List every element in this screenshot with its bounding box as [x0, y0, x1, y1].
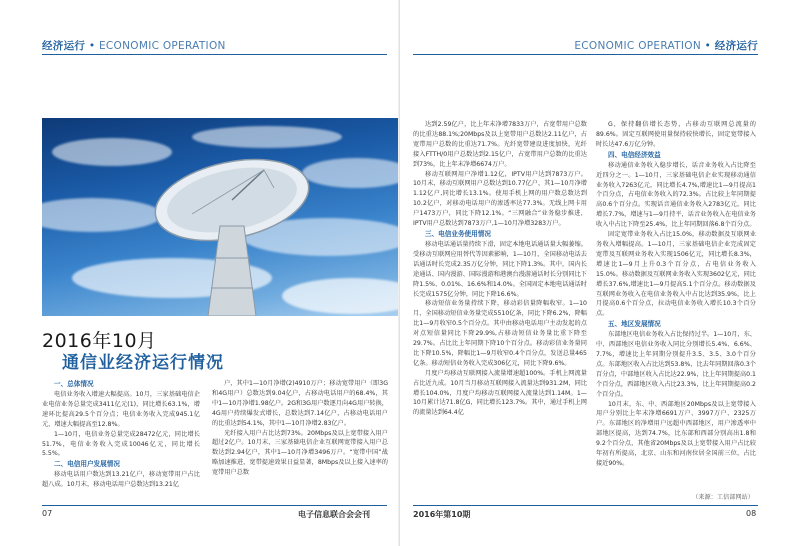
section-heading: 二、电信用户发展情况 — [54, 460, 120, 469]
issue-label: 2016年第10期 — [413, 510, 471, 519]
satellite-dish-icon — [42, 118, 399, 316]
right-page-column-2 — [596, 120, 756, 492]
body-paragraph: 光纤接入用户占比达到73%。20Mbps及以上宽带接入用户超过2亿户。10月末，三家基础电信企业互联网宽带接入用户总数达到2.94亿户，其中1—10月净增3496万户。“宽带中国”战略加速推进，宽带提速效果日益显著，8Mbps及以上接入速率的宽带用户总数 — [212, 429, 388, 477]
source-note: （来源：工信部网站） — [692, 494, 754, 501]
left-page-column-2 — [212, 379, 388, 503]
body-paragraph: 移动电话用户数达到13.21亿户，移动宽带用户占比超八成。10月末，移动电话用户总数达到13.21亿 — [42, 471, 200, 489]
article-title: 通信业经济运行情况 — [62, 353, 224, 373]
page-number-right: 08 — [746, 509, 757, 518]
page-number-left: 07 — [42, 509, 53, 518]
right-page-column-1 — [413, 120, 587, 503]
body-paragraph: 东部地区电信业务收入占比保持过半。1—10月，东、中、西部地区电信业务收入同比分别增长5.4%、6.6%、7.7%，增速比上年同期分别提升3.5、3.5、3.0个百分点。东部地区收入占比达到53.8%，比去年同期回落0.3个百分点，中部地区收入占比达22.9%，比上年同期提高0.1个百分点，西部地区收入占比23.3%，比上年同期提高0.2个百分点。 — [596, 331, 756, 398]
body-paragraph: 移动短信业务量持续下降，移动彩信量降幅收窄。1—10月，全国移动短信业务量完成5510亿条，同比下降6.2%，降幅比1—9月收窄0.5个百分点。其中由移动电话用户主动发起的点对点短信量同比下降29.9%,占移动短信业务量比重下降至29.7%。占比比上年同期下降10个百分点。移动彩信业务量同比下降10.5%，降幅比1—9月收窄0.4个百分点，发送总量465亿条。移动短信业务收入完成306亿元，同比下降9.6%。 — [413, 300, 587, 367]
running-header-right: ECONOMIC OPERATION • 经济运行 — [574, 40, 758, 52]
body-paragraph: 达到2.59亿户，比上年末净增7833万户，占宽带用户总数的比重达88.1%;20Mbps及以上宽带用户总数达2.11亿户，占宽带用户总数的比重达71.7%。光纤宽带建设进度加快，光纤接入FTTH/0用户总数达到2.15亿户，占宽带用户总数的比重达到73%，比上年末净增6674万户。 — [413, 121, 587, 168]
left-page-column-1 — [42, 379, 200, 503]
body-paragraph: 户，其中1—10月净增(2)4910万户；移动宽带用户（即3G和4G用户）总数达到9.04亿户，占移动电话用户的68.4%，其中1—10月净增1.98亿户。2G和3G用户数逐月向4G用户转换，4G用户持续爆发式增长，总数达到7.14亿户，占移动电话用户的比重达到54.1%，其中1—10月净增2.83亿户。 — [212, 380, 388, 427]
running-header-left: 经济运行 • ECONOMIC OPERATION — [42, 40, 226, 52]
body-paragraph: 移动通信业务收入稳步增长，话音业务收入占比降至近四分之一。1—10月，三家基础电信企业实现移动通信业务收入7263亿元，同比增长4.7%,增速比1—9月提高1个百分点，占电信业务收入的72.3%。占比较上年同期提高0.6个百分点。实现话音通信业务收入2783亿元，同比增长7.7%，增速与1—9月持平，话音业务收入在电信业务收入中占比下降至25.4%，比上年同期回落6.8个百分点。 — [596, 161, 756, 229]
body-paragraph: 10月末，东、中、西部地区20Mbps及以上宽带接入用户分别比上年末净增6691万户、3997万户、2325万户。东部地区的净增用户远超中西部地区，用户渗透率中部地区提高，达到74.7%，比东部和西部分别高出1.8和9.2个百分点，其他省20Mbps及以上宽带接入用户占比较年初有所提高，北京、山东和河南位居全国前三位，占比接近90%。 — [596, 400, 756, 467]
header-rule-left — [42, 54, 387, 55]
footer-rule-left — [42, 505, 387, 506]
section-heading: 四、电信经济效益 — [608, 150, 661, 159]
header-rule-right — [413, 54, 758, 55]
journal-name: 电子信息联合会会刊 — [298, 510, 370, 519]
section-heading: 三、电信业务使用情况 — [425, 229, 491, 238]
body-paragraph: 电信业务收入增速大幅提高。10月，三家基础电信企业电信业务总量完成3411亿元(1)，同比增长63.1%，增速环比提高29.5个百分点；电信业务收入完成945.1亿元，增速大幅提高至12.8%。 — [42, 391, 200, 428]
body-paragraph: 1—10月，电信业务总量完成28472亿元，同比增长51.7%，电信业务收入完成10046亿元，同比增长5.5%。 — [42, 430, 200, 458]
body-paragraph: 移动电话通话量持续下滑，固定本地电话通话量大幅萎缩。受移动互联网应用替代等因素影响，1—10月，全国移动电话去话通话时长完成2.35万亿分钟，同比下降1.3%。其中，国内长途通话、国内漫游、国际漫游和港澳台漫游通话时长分别同比下降1.5%、0.01%、16.6%和14.0%。全国固定本地电话通话时长完成1575亿分钟，同比下降16.6%。 — [413, 240, 587, 298]
body-paragraph: 移动互联网用户净增1.12亿，IPTV用户达到7873万户。10月末，移动互联网用户总数达到10.77亿户，其1—10月净增1.12亿户,同比增长13.1%。使用手机上网的用户数总数达到10.2亿户，对移动电话用户的渗透率达77.3%。无线上网卡用户1473万户，同比下降12.1%。“三网融合”业务稳步推进，IPTV用户总数达到7873万户,1—10月净增3283万户。 — [413, 170, 587, 228]
right-page — [400, 0, 800, 546]
body-paragraph: 固定宽带业务收入占比15.0%，移动数据及互联网业务收入增幅提高。1—10月，三家基础电信企业完成固定宽带及互联网业务收入实现1506亿元，同比增长8.3%，增速比1—9月上升0.3个百分点，占电信业务收入15.0%。移动数据及互联网业务收入实现3602亿元，同比增长37.6%,增速比1—9月提高5.1个百分点。移动数据及互联网业务收入在电信业务收入中占比达到35.9%，比上月提高0.6个百分点，拉动电信业务收入增长10.3个百分点。 — [596, 231, 756, 318]
footer-rule-right — [413, 505, 758, 506]
satellite-dish-photo — [42, 118, 399, 316]
section-heading: 五、地区发展情况 — [608, 320, 661, 329]
body-paragraph: 月度户均移动互联网接入流量增速超100%。手机上网流量占比近九成。10月当月移动互联网接入流量达到931.2M，同比增长104.0%，月度户均移动互联网接入流量达到1.14M。1—10月累计达71.8亿G，同比增长123.7%。其中，通过手机上网的流量达到64.4亿 — [413, 369, 587, 417]
body-paragraph: G，保持翻倍增长态势，占移动互联网总流量的89.6%。固定互联网使用量保持较快增长，固定宽带接入时长达47.6万亿分钟。 — [596, 121, 756, 148]
section-heading: 一、总体情况 — [54, 380, 94, 388]
article-title-date: 2016年10月 — [42, 330, 157, 352]
